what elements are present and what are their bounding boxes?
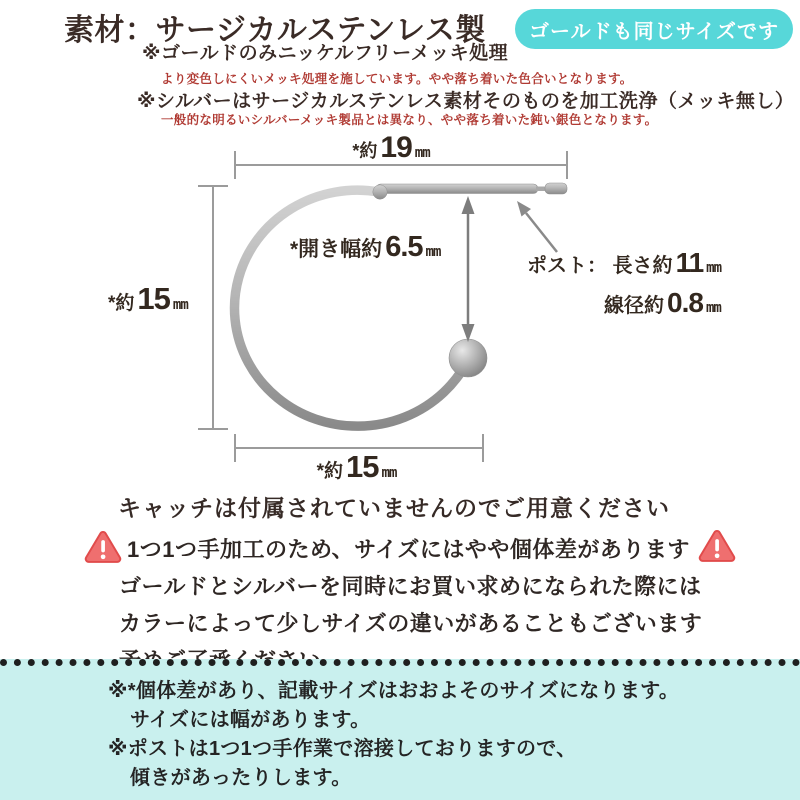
size-disclaimer-box: [0, 659, 800, 800]
earring-post: [376, 184, 538, 194]
post-dim-prefix: ポスト： 長さ約: [527, 255, 673, 277]
height-dim-value: 15: [137, 281, 170, 316]
bottom-dim-value: 15: [346, 449, 379, 484]
post-dim-unit: mm: [706, 260, 722, 276]
height-dim-unit: mm: [172, 297, 188, 313]
opening-dimension-label: [290, 231, 440, 264]
earring-post-tip: [545, 183, 567, 194]
opening-dim-value: 6.5: [385, 231, 423, 263]
height-dimension-label: [108, 281, 188, 317]
same-size-badge-label: ゴールドも同じサイズです: [529, 20, 779, 43]
silver-material-note: ※シルバーはサージカルステンレス素材そのものを加工洗浄（メッキ無し）: [137, 91, 795, 112]
warning-line-3: カラーによって少しサイズの違いがあることもございます: [119, 611, 703, 636]
wire-dim-unit: mm: [705, 300, 721, 316]
width-dim-prefix: *約: [352, 141, 378, 161]
gold-plating-note: ※ゴールドのみニッケルフリーメッキ処理: [142, 43, 509, 64]
earring-post-groove: [536, 187, 546, 192]
warning-line-1: 1つ1つ手加工のため、サイズにはやや個体差があります: [127, 537, 690, 562]
warning-triangle-icon: [697, 528, 737, 563]
disclaimer-line-2: サイズには幅があります。: [130, 709, 371, 731]
gold-plating-note-detail: より変色しにくいメッキ処理を施しています。やや落ち着いた色合いとなります。: [161, 72, 633, 86]
height-dim-prefix: *約: [108, 293, 135, 314]
post-dim-value: 11: [675, 247, 704, 278]
opening-dim-unit: mm: [425, 244, 441, 260]
wire-diameter-label: [604, 287, 721, 319]
page-title: 素材：サージカルステンレス製: [64, 14, 486, 47]
bottom-dim-unit: mm: [381, 465, 397, 481]
opening-width-arrow: [462, 196, 475, 342]
bottom-dim-prefix: *約: [316, 461, 344, 482]
earring-hoop: [234, 190, 469, 426]
width-dim-value: 19: [380, 131, 412, 164]
bottom-dimension-label: [284, 449, 429, 485]
silver-material-note-detail: 一般的な明るいシルバーメッキ製品とは異なり、やや落ち着いた鈍い銀色となります。: [161, 113, 658, 127]
wire-dim-prefix: 線径約: [604, 295, 664, 317]
disclaimer-line-1: ※*個体差があり、記載サイズはおおよそのサイズになります。: [108, 680, 680, 702]
hoop-earring-illustration: [234, 183, 567, 426]
warning-triangle-icon: [83, 529, 123, 564]
width-dim-unit: mm: [414, 145, 430, 161]
disclaimer-line-3: ※ポストは1つ1つ手作業で溶接しておりますので、: [108, 738, 577, 760]
disclaimer-line-4: 傾きがあったりします。: [130, 767, 352, 789]
post-length-label: [527, 247, 721, 279]
warning-line-2: ゴールドとシルバーを同時にお買い求めになられた際には: [119, 574, 702, 599]
width-dimension-label: [316, 131, 466, 165]
earring-ball-end: [449, 339, 487, 377]
earring-weld-joint: [373, 185, 387, 199]
opening-dim-prefix: *開き幅約: [290, 238, 383, 261]
post-pointer-arrow: [517, 201, 557, 252]
catch-not-included-note: キャッチは付属されていませんのでご用意ください: [118, 495, 670, 521]
wire-dim-value: 0.8: [667, 287, 703, 318]
